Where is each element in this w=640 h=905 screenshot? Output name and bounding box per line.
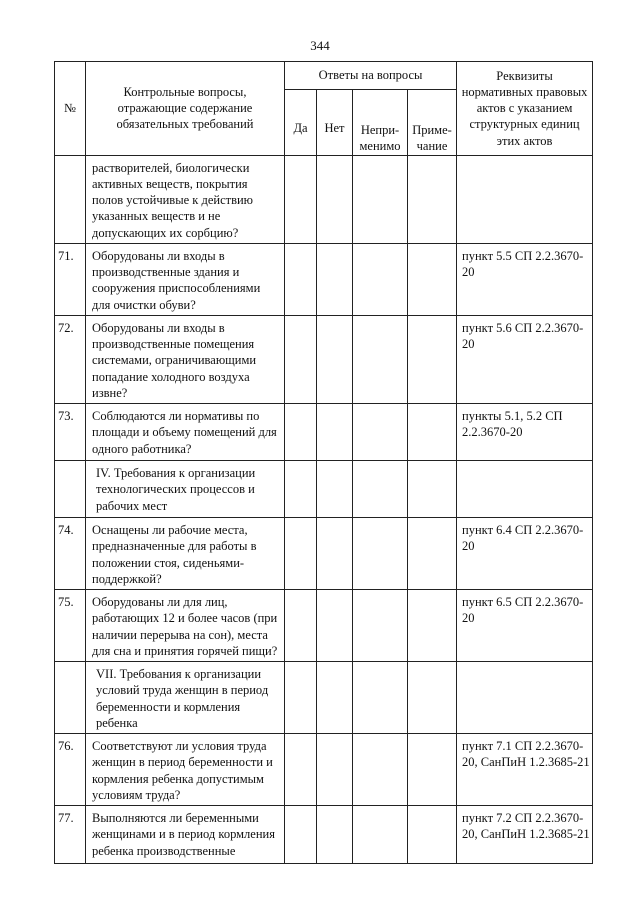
table-row [55, 734, 593, 806]
answer-na-cell [353, 662, 408, 734]
table-row [55, 243, 593, 315]
row-number [55, 662, 86, 734]
answer-note-cell [408, 662, 457, 734]
header-answer-na: Непри-менимо [353, 90, 408, 156]
answer-note-cell[interactable] [408, 315, 457, 403]
answer-yes-cell[interactable] [285, 590, 317, 662]
answer-no-cell[interactable] [317, 590, 353, 662]
table-row [55, 315, 593, 403]
header-answer-no: Нет [317, 90, 353, 156]
answer-no-cell[interactable] [317, 243, 353, 315]
table-row [55, 404, 593, 461]
answer-na-cell[interactable] [353, 590, 408, 662]
answer-no-cell[interactable] [317, 155, 353, 243]
answer-no-cell[interactable] [317, 734, 353, 806]
answer-note-cell [408, 461, 457, 518]
answer-yes-cell [285, 461, 317, 518]
table-row [55, 590, 593, 662]
checklist-table [54, 61, 593, 864]
row-requisite: пункт 6.4 СП 2.2.3670-20 [457, 518, 593, 590]
answer-no-cell[interactable] [317, 315, 353, 403]
row-question: Выполняются ли беременными женщинами и в период кормления ребенка производственные [86, 806, 285, 864]
answer-yes-cell[interactable] [285, 404, 317, 461]
answer-note-cell[interactable] [408, 404, 457, 461]
row-requisite [457, 461, 593, 518]
row-question: Оснащены ли рабочие места, предназначенные для работы в положении стоя, сиденьями-поддержкой? [86, 518, 285, 590]
answer-no-cell[interactable] [317, 518, 353, 590]
answer-note-cell[interactable] [408, 590, 457, 662]
row-requisite [457, 662, 593, 734]
answer-na-cell[interactable] [353, 404, 408, 461]
answer-na-cell[interactable] [353, 734, 408, 806]
row-number: 74. [55, 518, 86, 590]
answer-note-cell[interactable] [408, 806, 457, 864]
answer-note-cell[interactable] [408, 734, 457, 806]
row-question: Соответствуют ли условия труда женщин в период беременности и кормления ребенка допустимым условиям труда? [86, 734, 285, 806]
row-requisite: пункт 7.1 СП 2.2.3670-20, СанПиН 1.2.3685-21 [457, 734, 593, 806]
row-number: 76. [55, 734, 86, 806]
answer-na-cell [353, 461, 408, 518]
table-row [55, 518, 593, 590]
section-row [55, 461, 593, 518]
answer-na-cell[interactable] [353, 243, 408, 315]
row-question: Оборудованы ли для лиц, работающих 12 и более часов (при наличии перерыва на сон), места для сна и принятия горячей пищи? [86, 590, 285, 662]
answer-na-cell[interactable] [353, 315, 408, 403]
row-number: 75. [55, 590, 86, 662]
answer-na-cell[interactable] [353, 806, 408, 864]
answer-yes-cell[interactable] [285, 806, 317, 864]
answer-yes-cell[interactable] [285, 734, 317, 806]
row-requisite: пункт 5.6 СП 2.2.3670-20 [457, 315, 593, 403]
answer-yes-cell[interactable] [285, 243, 317, 315]
row-requisite: пункт 6.5 СП 2.2.3670-20 [457, 590, 593, 662]
header-question: Контрольные вопросы, отражающие содержание обязательных требований [86, 62, 285, 156]
section-row [55, 662, 593, 734]
answer-na-cell[interactable] [353, 155, 408, 243]
answer-yes-cell [285, 662, 317, 734]
row-requisite: пункт 5.5 СП 2.2.3670-20 [457, 243, 593, 315]
answer-yes-cell[interactable] [285, 518, 317, 590]
row-number: 71. [55, 243, 86, 315]
page-number: 344 [310, 38, 330, 53]
row-question: растворителей, биологически активных веществ, покрытия полов устойчивые к действию указанных веществ и не допускающих их сорбцию? [86, 155, 285, 243]
section-heading: IV. Требования к организации технологических процессов и рабочих мест [86, 461, 285, 518]
row-question: Оборудованы ли входы в производственные помещения системами, ограничивающими попадание холодного воздуха извне? [86, 315, 285, 403]
answer-note-cell[interactable] [408, 243, 457, 315]
answer-no-cell [317, 662, 353, 734]
row-question: Соблюдаются ли нормативы по площади и объему помещений для одного работника? [86, 404, 285, 461]
header-answer-note: Приме-чание [408, 90, 457, 156]
row-number: 72. [55, 315, 86, 403]
answer-no-cell [317, 461, 353, 518]
header-answer-yes: Да [285, 90, 317, 156]
header-num: № [55, 62, 86, 156]
answer-note-cell[interactable] [408, 155, 457, 243]
answer-note-cell[interactable] [408, 518, 457, 590]
table-row [55, 155, 593, 243]
row-number [55, 155, 86, 243]
row-requisite: пункты 5.1, 5.2 СП 2.2.3670-20 [457, 404, 593, 461]
header-answers-group: Ответы на вопросы [285, 62, 457, 90]
row-number [55, 461, 86, 518]
row-number: 73. [55, 404, 86, 461]
section-heading: VII. Требования к организации условий труда женщин в период беременности и кормления ребенка [86, 662, 285, 734]
answer-no-cell[interactable] [317, 806, 353, 864]
answer-yes-cell[interactable] [285, 315, 317, 403]
row-question: Оборудованы ли входы в производственные здания и сооружения приспособлениями для очистки обуви? [86, 243, 285, 315]
row-number: 77. [55, 806, 86, 864]
table-row [55, 806, 593, 864]
row-requisite: пункт 7.2 СП 2.2.3670-20, СанПиН 1.2.3685-21 [457, 806, 593, 864]
row-requisite [457, 155, 593, 243]
answer-yes-cell[interactable] [285, 155, 317, 243]
header-row-top [55, 62, 593, 90]
answer-na-cell[interactable] [353, 518, 408, 590]
answer-no-cell[interactable] [317, 404, 353, 461]
header-requisites: Реквизиты нормативных правовых актов с указанием структурных единиц этих актов [457, 62, 593, 156]
